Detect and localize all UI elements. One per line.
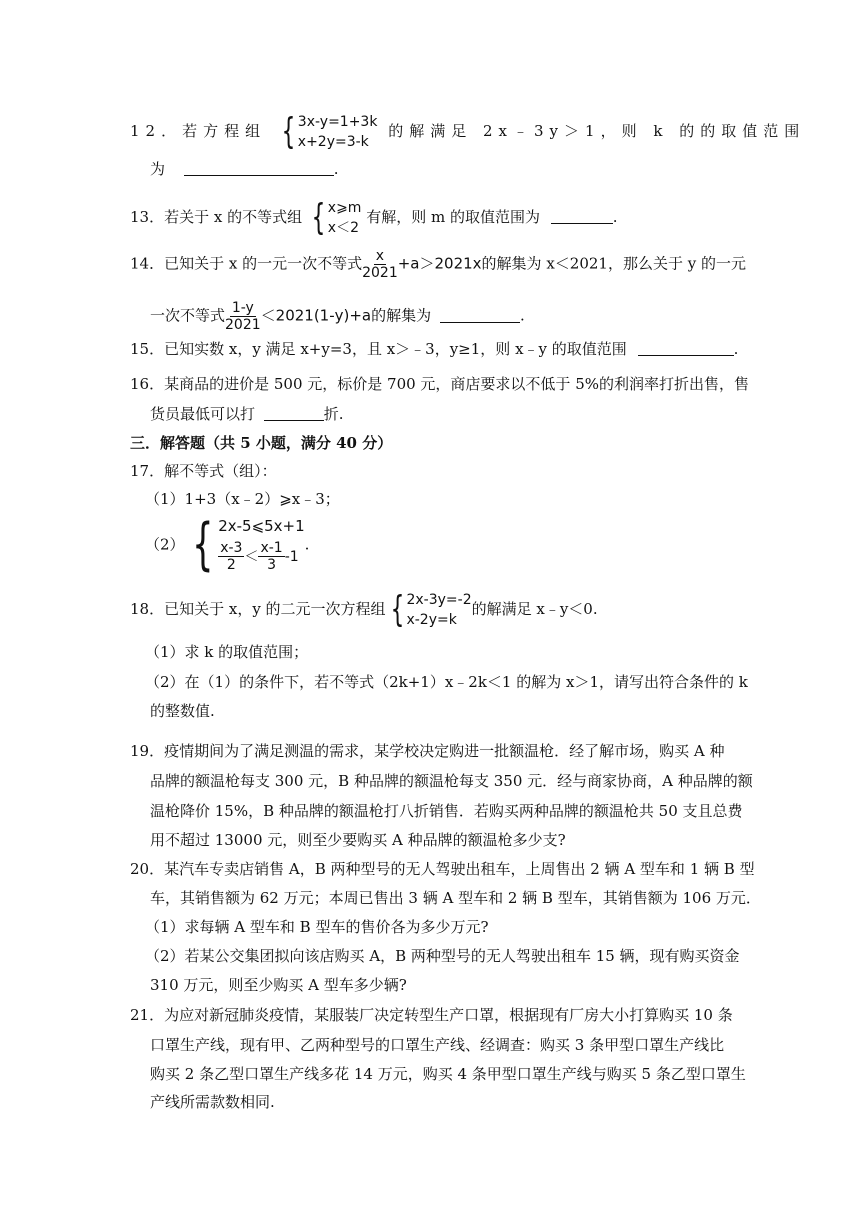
- q18-equation-system: [386, 590, 472, 630]
- question-17-part-1: （1）1+3（x﹣2）⩾x﹣3；: [145, 490, 340, 508]
- q14-lead: 14．已知关于 x 的一元一次不等式: [130, 254, 363, 273]
- q13-eq2: x＜2: [327, 220, 359, 236]
- question-14: [130, 248, 750, 281]
- question-19-line-2: 品牌的额温枪每支 300 元，B 种品牌的额温枪每支 350 元．经与商家协商，A 种品牌的额: [150, 772, 753, 790]
- question-13: 13．若关于 x 的不等式组 { x⩾m x＜2 有解，则 m 的取值范围为 .: [130, 197, 618, 238]
- q17-inequality-system: [185, 511, 305, 577]
- question-21-line-4: 产线所需款数相同.: [150, 1093, 275, 1111]
- question-16: [130, 373, 750, 395]
- q14-tail-2: 的解集为: [371, 306, 432, 325]
- q17-eq1: 2x-5⩽5x+1: [218, 517, 305, 535]
- question-20-part-1: （1）求每辆 A 型车和 B 型车的售价各为多少万元?: [145, 918, 489, 936]
- question-20-line-2: 车，其销售额为 62 万元；本周已售出 3 辆 A 型车和 2 辆 B 型车，其销售额为 106 万元．: [150, 889, 761, 907]
- question-20-part-2-cont: 310 万元，则至少购买 A 型车多少辆?: [150, 976, 407, 994]
- q15-answer-blank[interactable]: [638, 339, 734, 356]
- q17-p2-label: （2）: [145, 535, 185, 554]
- q12-lead: 12．若方程组: [130, 122, 267, 140]
- question-19-line-4: 用不超过 13000 元，则至少要购买 A 种品牌的额温枪多少支?: [150, 831, 566, 849]
- question-18-part-2: （2）在（1）的条件下，若不等式（2k+1）x﹣2k＜1 的解为 x＞1，请写出符合条件的 k: [145, 673, 748, 691]
- question-18: [130, 590, 750, 630]
- q12-equation-system: [277, 112, 378, 152]
- question-18-part-1: （1）求 k 的取值范围；: [145, 643, 309, 661]
- question-14-cont: 一次不等式 $\frac{1-y}{2021}$ ＜2021(1-y)+a的解集为 .: [150, 300, 525, 333]
- q15-text: 15．已知实数 x，y 满足 x+y=3，且 x＞﹣3，y≥1，则 x﹣y 的取值范围: [130, 340, 627, 358]
- q12-cont: 为: [150, 160, 166, 178]
- q14-cont: 一次不等式: [150, 306, 226, 325]
- q12-condition: 的解满足 2x﹣3y＞1，则 k 的的取值范围: [388, 122, 806, 140]
- q13-lead: 13．若关于 x 的不等式组: [130, 208, 303, 226]
- q14-expression: +a＞2021x: [397, 254, 482, 273]
- left-brace-icon: {: [311, 197, 326, 238]
- q14-expression-2: ＜2021(1-y)+a: [260, 306, 372, 325]
- q14-tail: 的解集为 x＜2021，那么关于 y 的一元: [481, 254, 746, 273]
- q12-answer-blank[interactable]: [184, 159, 334, 176]
- question-15: 15．已知实数 x，y 满足 x+y=3，且 x＞﹣3，y≥1，则 x﹣y 的取值范围 .: [130, 340, 739, 358]
- question-17-part-2: （2） { 2x-5⩽5x+1 $\frac{x-3}{2}$ ＜ $\frac{x-1}{3}$ -1 .: [145, 511, 310, 577]
- question-21-line-2: 口罩生产线，现有甲、乙两种型号的口罩生产线、经调查：购买 3 条甲型口罩生产线比: [150, 1036, 725, 1054]
- left-brace-icon: {: [390, 589, 404, 630]
- q13-inequality-system: [307, 198, 362, 238]
- section-3-heading: 三．解答题（共 5 小题，满分 40 分）: [130, 434, 393, 452]
- left-brace-icon: {: [191, 511, 214, 577]
- question-17: [130, 460, 750, 482]
- question-21-line-3: 购买 2 条乙型口罩生产线多花 14 万元，购买 4 条甲型口罩生产线与购买 5 条乙型口罩生: [150, 1065, 746, 1083]
- question-19-line-3: 温枪降价 15%，B 种品牌的额温枪打八折销售．若购买两种品牌的额温枪共 50 支且总费: [150, 802, 743, 820]
- question-20-line-1: 20．某汽车专卖店销售 A，B 两种型号的无人驾驶出租车，上周售出 2 辆 A 型车和 1 辆 B 型: [130, 860, 755, 878]
- q18-eq2: x-2y=k: [406, 612, 457, 628]
- question-19-line-1: 19．疫情期间为了满足测温的需求，某学校决定购进一批额温枪．经了解市场，购买 A 种: [130, 742, 725, 760]
- question-18-part-2-cont: 的整数值.: [150, 702, 215, 720]
- q13-answer-blank[interactable]: [551, 207, 613, 224]
- q18-eq1: 2x-3y=-2: [406, 592, 472, 608]
- q14-fraction: $\frac{x}{2021}$: [362, 248, 398, 281]
- left-brace-icon: {: [281, 111, 296, 152]
- q16-cont: 货员最低可以打: [150, 405, 256, 423]
- question-20-part-2: （2）若某公交集团拟向该店购买 A，B 两种型号的无人驾驶出租车 15 辆，现有购买资金: [145, 947, 740, 965]
- q14-fraction-2: $\frac{1-y}{2021}$: [225, 300, 261, 333]
- q16-answer-blank[interactable]: [264, 404, 324, 421]
- q17-title: 17．解不等式（组）：: [130, 462, 277, 480]
- q12-eq1: 3x-y=1+3k: [297, 114, 378, 130]
- question-21-line-1: 21．为应对新冠肺炎疫情，某服装厂决定转型生产口罩，根据现有厂房大小打算购买 10 条: [130, 1006, 733, 1024]
- q16-text: 16．某商品的进价是 500 元，标价是 700 元，商店要求以不低于 5%的利润率打折出售，售: [130, 375, 749, 393]
- q14-answer-blank[interactable]: [440, 306, 520, 323]
- question-12: [130, 111, 806, 152]
- q18-tail: 的解满足 x﹣y＜0.: [471, 600, 598, 618]
- question-16-cont: 货员最低可以打 折.: [150, 405, 344, 423]
- question-12-cont: 为 .: [150, 160, 339, 178]
- q13-eq1: x⩾m: [327, 200, 362, 216]
- q12-eq2: x+2y=3-k: [297, 134, 369, 150]
- q13-tail: 有解，则 m 的取值范围为: [366, 208, 540, 226]
- q18-lead: 18．已知关于 x，y 的二元一次方程组: [130, 600, 386, 618]
- q17-eq2: $\frac{x-3}{2}$ ＜ $\frac{x-1}{3}$ -1: [220, 540, 299, 573]
